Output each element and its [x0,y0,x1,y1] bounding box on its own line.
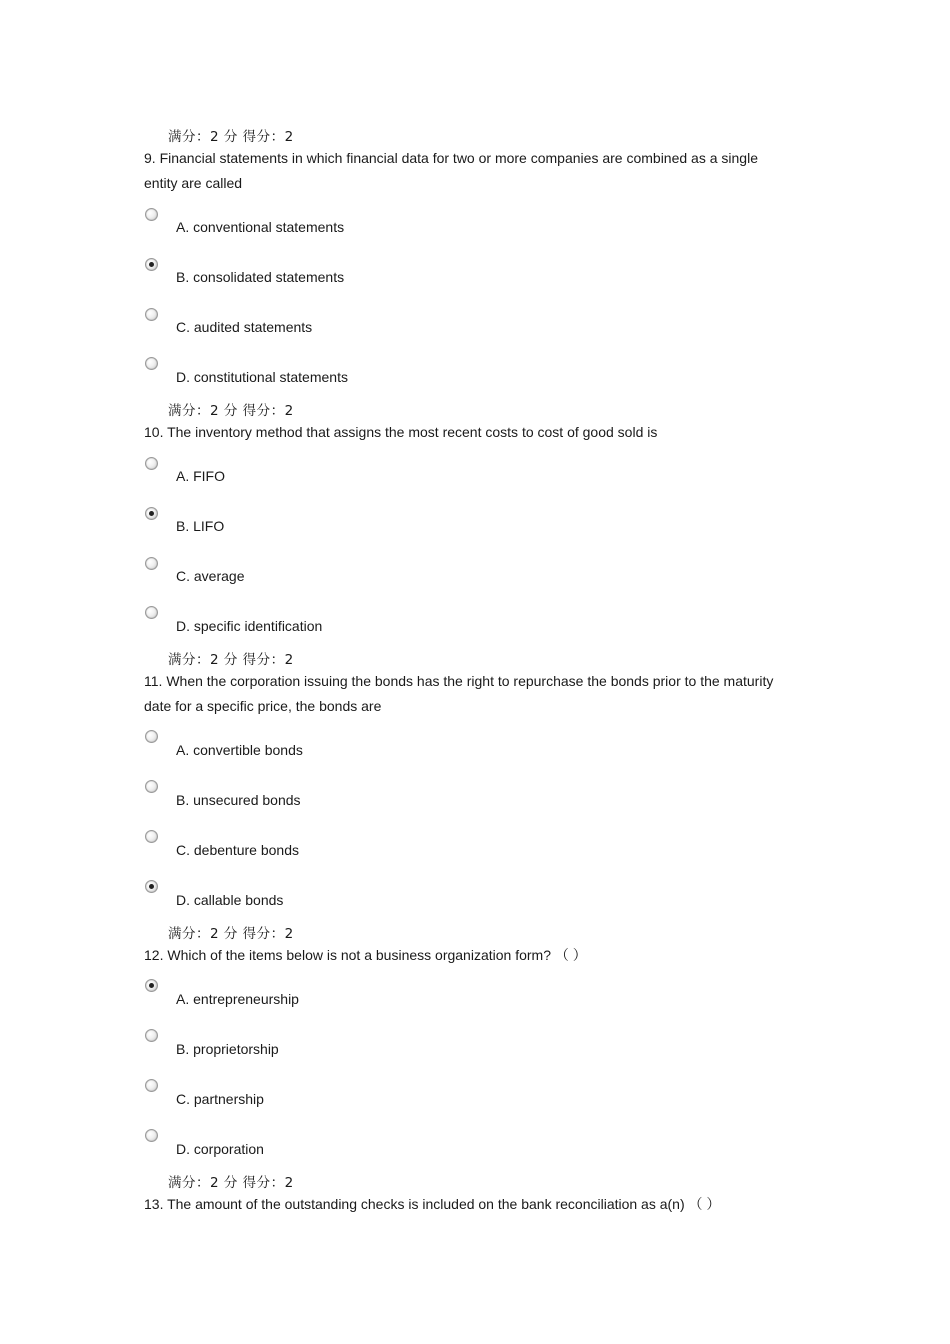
question-text: 9. Financial statements in which financial data for two or more companies are combined as a single entity are called [144,150,758,191]
option-radio-a[interactable] [145,208,158,221]
option-label: D. specific identification [176,618,323,634]
score-line: 满分：2 分 得分：2 [168,129,294,145]
option-radio-a[interactable] [145,730,158,743]
option-radio-d[interactable] [145,880,158,893]
question-text: 10. The inventory method that assigns the most recent costs to cost of good sold is [144,424,658,440]
option-label: B. consolidated statements [176,269,345,285]
option-label: D. callable bonds [176,892,284,908]
question-text: 13. The amount of the outstanding checks is included on the bank reconciliation as a(n) （ ） [144,1196,721,1212]
option-label: C. average [176,568,245,584]
option-radio-d[interactable] [145,357,158,370]
option-label: D. corporation [176,1141,264,1157]
option-radio-b[interactable] [145,1029,158,1042]
option-radio-b[interactable] [145,258,158,271]
option-radio-b[interactable] [145,507,158,520]
question-text: 11. When the corporation issuing the bonds has the right to repurchase the bonds prior to the maturity date for a specific price, the bonds are [144,673,774,714]
option-radio-b[interactable] [145,780,158,793]
option-label: B. LIFO [176,518,225,534]
option-label: B. proprietorship [176,1041,279,1057]
option-label: C. debenture bonds [176,842,299,858]
option-label: C. audited statements [176,319,313,335]
option-radio-c[interactable] [145,1079,158,1092]
score-line: 满分：2 分 得分：2 [168,1175,294,1191]
option-radio-c[interactable] [145,830,158,843]
score-line: 满分：2 分 得分：2 [168,403,294,419]
option-label: A. conventional statements [176,219,345,235]
option-label: A. FIFO [176,468,225,484]
option-radio-c[interactable] [145,557,158,570]
option-label: A. convertible bonds [176,742,303,758]
option-radio-a[interactable] [145,457,158,470]
option-radio-d[interactable] [145,606,158,619]
option-label: D. constitutional statements [176,369,348,385]
option-label: A. entrepreneurship [176,991,299,1007]
option-radio-a[interactable] [145,979,158,992]
score-line: 满分：2 分 得分：2 [168,652,294,668]
option-label: C. partnership [176,1091,264,1107]
option-label: B. unsecured bonds [176,792,301,808]
score-line: 满分：2 分 得分：2 [168,926,294,942]
option-radio-c[interactable] [145,308,158,321]
option-radio-d[interactable] [145,1129,158,1142]
question-text: 12. Which of the items below is not a business organization form? （ ） [144,947,587,963]
